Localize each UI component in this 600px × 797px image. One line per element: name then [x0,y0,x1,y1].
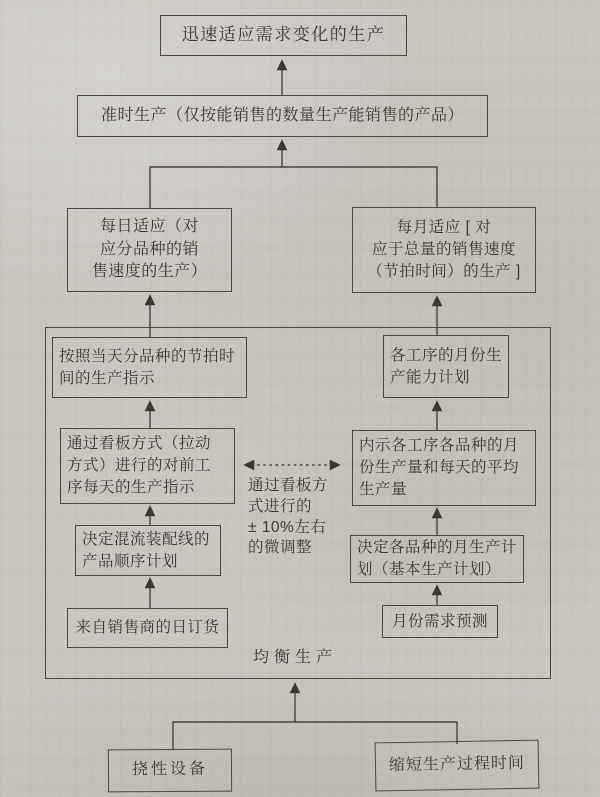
node-rapid-adaptation-label: 迅速适应需求变化的生产 [181,25,386,45]
node-dealer-daily-orders-box [67,608,228,648]
node-rapid-adaptation-box [160,15,407,56]
node-monthly-capacity-box [383,335,509,398]
node-flexible-equipment-box [108,749,232,793]
production-leveling-label: 均衡生产 [252,649,337,666]
node-daily-adapt-box [67,208,232,292]
node-kanban-pull-box [60,428,235,504]
kanban-fine-tuning-note: 通过看板方 式进行的 ± 10%左右 的微调整 [248,477,329,557]
node-jit-label: 准时生产（仅按能销售的数量生产能销售的产品） [100,106,464,124]
node-monthly-adapt-label: 每月适应 [ 对 应于总量的销售速度 （节拍时间）的生产 ] [367,219,521,280]
node-daily-adapt-label: 每日适应（对 应分品种的销 售速度的生产） [91,217,208,281]
node-mixed-line-sequence-box [75,525,221,576]
node-flexible-equipment-label: 挠性设备 [131,760,209,779]
node-monthly-output-notice-box [352,430,536,506]
node-dealer-daily-orders-label: 来自销售商的日订货 [75,619,220,636]
node-mixed-line-sequence-label: 决定混流装配线的 产品顺序计划 [82,530,211,570]
node-monthly-demand-forecast-label: 月份需求预测 [391,612,488,630]
node-takt-instruction-box [52,337,247,398]
node-jit-box [77,95,488,137]
node-takt-instruction-label: 按照当天分品种的节拍时 间的生产指示 [59,347,236,387]
node-shorten-lead-time-box [375,740,540,792]
node-monthly-output-notice-label: 内示各工序各品种的月 份生产量和每天的平均 生产量 [359,437,520,498]
adapt-merge-bracket [150,167,437,208]
node-monthly-adapt-box [352,207,536,293]
node-monthly-capacity-label: 各工序的月份生 产能力计划 [390,346,503,386]
node-monthly-demand-forecast-box [382,605,498,638]
node-monthly-master-plan-box [350,535,524,583]
node-shorten-lead-time-label: 缩短生产过程时间 [388,754,526,775]
node-kanban-pull-label: 通过看板方式（拉动 方式）进行的对前工 序每天的生产指示 [67,435,212,496]
node-monthly-master-plan-label: 决定各品种的月生产计 划（基本生产计划） [357,539,518,578]
